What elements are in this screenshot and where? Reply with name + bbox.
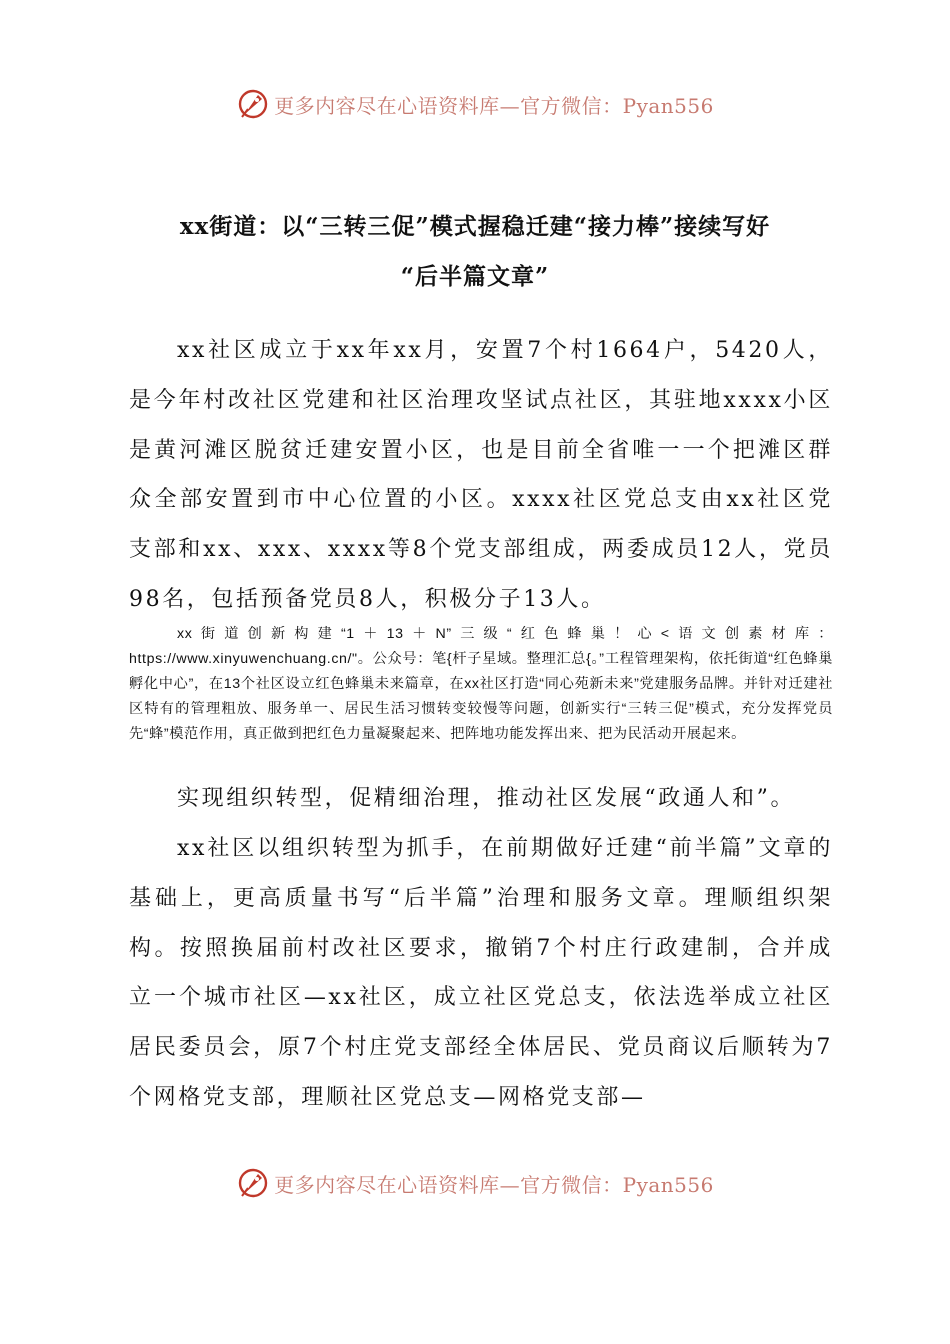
pen-nib-logo-icon [236, 87, 270, 121]
main-paragraph: xx社区以组织转型为抓手，在前期做好迁建“前半篇”文章的基础上，更高质量书写“后半篇”治理和服务文章。理顺组织架构。按照换届前村改社区要求，撤销7个村庄行政建制，合并成立一个城市社区—xx社区，成立社区党总支，依法选举成立社区居民委员会，原7个村庄党支部经全体居民、党员商议后顺转为7个网格党支部，理顺社区党总支—网格党支部— [129, 836, 833, 1110]
document-title-line-2: “后半篇文章” [400, 263, 550, 290]
document-title-line-1: xx街道：以“三转三促”模式握稳迁建“接力棒”接续写好 [179, 213, 771, 240]
watermark-banner-top [0, 84, 950, 124]
pen-nib-logo-icon [236, 1166, 270, 1200]
section-heading: 实现组织转型，促精细治理，推动社区发展“政通人和”。 [177, 786, 796, 811]
watermark-text: 更多内容尽在心语资料库—官方微信：Pyan556 [274, 93, 714, 118]
intro-paragraph: xx社区成立于xx年xx月，安置7个村1664户，5420人，是今年村改社区党建和社区治理攻坚试点社区，其驻地xxxx小区是黄河滩区脱贫迁建安置小区，也是目前全省唯一一个把滩区群众全部安置到市中心位置的小区。xxxx社区党总支由xx社区党支部和xx、xxx、xxxx等8个党支部组成，两委成员12人，党员98名，包括预备党员8人，积极分子13人。 [129, 338, 833, 612]
watermark-text: 更多内容尽在心语资料库—官方微信：Pyan556 [274, 1172, 714, 1197]
small-print-paragraph: xx街道创新构建“1＋13＋N”三级“红色蜂巢！心<语文创素材库：https://www.xinyuwenchuang.cn/"。公众号：笔{杆子星域。整理汇总{。”工程管理架构，依托街道“红色蜂巢孵化中心”，在13个社区设立红色蜂巢未来篇章，在xx社区打造“同心苑新未来”党建服务品牌。并针对迁建社区特有的管理粗放、服务单一、居民生活习惯转变较慢等问题，创新实行“三转三促”模式，充分发挥党员先“蜂”模范作用，真正做到把红色力量凝聚起来、把阵地功能发挥出来、把为民活动开展起来。 [129, 626, 833, 742]
watermark-banner-bottom [0, 1163, 950, 1203]
